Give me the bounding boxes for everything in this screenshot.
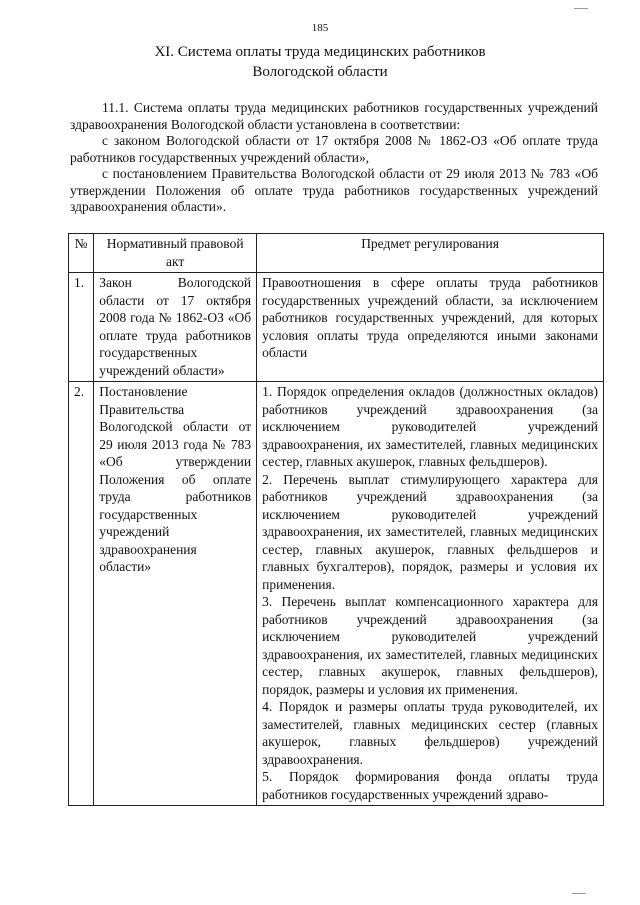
intro-paragraph-1: 11.1. Система оплаты труда медицинских работников государственных учреждений здравоохранения Вологодской области установлена в соответствии: bbox=[70, 100, 598, 132]
subject-item-2: 2. Перечень выплат стимулирующего характера для работников учреждений здравоохранения (за исключением руководителей учреждений здравоохранения, их заместителей, главных медицинских сестер, главных акушерок, главных фельдшеров и главных бухгалтеров), порядок, размеры и условия их применения. bbox=[262, 471, 598, 592]
row-number: 2. bbox=[69, 382, 94, 806]
header-subject: Предмет регулирования bbox=[257, 234, 604, 273]
intro-paragraph-2: с законом Вологодской области от 17 октября 2008 № 1862-ОЗ «Об оплате труда работников государственных учреждений области», bbox=[70, 133, 598, 165]
subject-item-4: 4. Порядок и размеры оплаты труда руководителей, их заместителей, главных медицинских сестер (главных акушерок, главных фельдшеров) учреждений здравоохранения. bbox=[262, 699, 598, 767]
row-subject bbox=[257, 382, 604, 806]
scan-mark-bottom bbox=[572, 893, 586, 894]
subject-item-1: 1. Порядок определения окладов (должностных окладов) работников учреждений здравоохранения (за исключением руководителей учреждений здравоохранения, их заместителей, главных медицинских сестер, главных акушерок, главных фельдшеров). bbox=[262, 384, 598, 469]
section-title-line-1: XI. Система оплаты труда медицинских работников bbox=[154, 44, 486, 60]
header-legal-act: Нормативный правовой акт bbox=[94, 234, 257, 273]
table-row bbox=[69, 273, 604, 382]
page-number: 185 bbox=[311, 22, 329, 34]
regulation-table bbox=[68, 233, 604, 806]
intro-paragraph-3: с постановлением Правительства Вологодской области от 29 июля 2013 № 783 «Об утверждении Положения об оплате труда работников государственных учреждений здравоохранения области». bbox=[70, 166, 598, 214]
table-header-row bbox=[69, 234, 604, 273]
table-row bbox=[69, 382, 604, 806]
subject-item-3: 3. Перечень выплат компенсационного характера для работников учреждений здравоохранения (за исключением руководителей учреждений здравоохранения, их заместителей, главных медицинских сестер, главных акушерок, главных фельдшеров), порядок, размеры и условия их применения. bbox=[262, 594, 598, 697]
row-number: 1. bbox=[69, 273, 94, 382]
row-subject: Правоотношения в сфере оплаты труда работников государственных учреждений области, за исключением работников государственных учреждений, для которых условия оплаты труда определяются иными законами области bbox=[257, 273, 604, 382]
subject-item-5: 5. Порядок формирования фонда оплаты труда работников государственных учреждений здраво- bbox=[262, 769, 598, 802]
intro-text bbox=[70, 100, 598, 216]
header-number: № bbox=[69, 234, 94, 273]
scan-mark-top bbox=[574, 8, 588, 9]
row-legal-act: Постановление Правительства Вологодской области от 29 июля 2013 года № 783 «Об утверждении Положения об оплате труда работников государственных учреждений здравоохранения области» bbox=[94, 382, 257, 806]
section-title-line-2: Вологодской области bbox=[252, 64, 388, 80]
row-legal-act: Закон Вологодской области от 17 октября 2008 года № 1862-ОЗ «Об оплате труда работников государственных учреждений области» bbox=[94, 273, 257, 382]
section-title bbox=[0, 42, 640, 82]
